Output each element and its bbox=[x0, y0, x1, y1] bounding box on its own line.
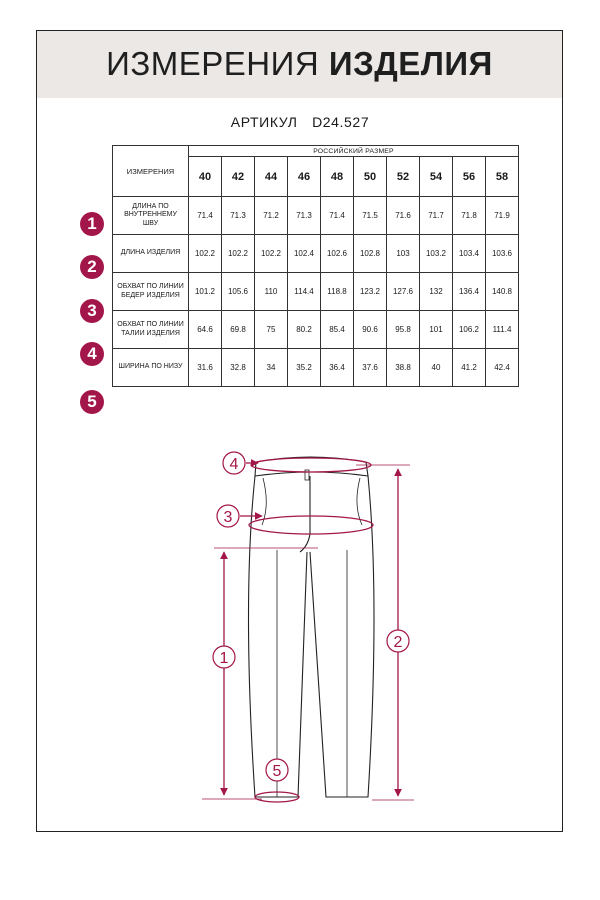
table-cell: 90.6 bbox=[354, 311, 387, 349]
marker-4: 4 bbox=[229, 456, 239, 473]
table-cell: 102.8 bbox=[354, 235, 387, 273]
table-cell: 103.6 bbox=[486, 235, 519, 273]
row-number-badge: 1 bbox=[80, 212, 104, 236]
table-cell: 85.4 bbox=[321, 311, 354, 349]
table-cell: 42.4 bbox=[486, 349, 519, 387]
size-header-cell: 40 bbox=[189, 157, 222, 197]
table-cell: 32.8 bbox=[222, 349, 255, 387]
table-cell: 101 bbox=[420, 311, 453, 349]
left-leg bbox=[249, 476, 308, 797]
table-cell: 101.2 bbox=[189, 273, 222, 311]
table-cell: 136.4 bbox=[453, 273, 486, 311]
waist-ellipse bbox=[251, 458, 371, 472]
right-leg bbox=[310, 476, 374, 797]
table-cell: 102.2 bbox=[255, 235, 288, 273]
table-cell: 71.9 bbox=[486, 197, 519, 235]
table-cell: 37.6 bbox=[354, 349, 387, 387]
size-group-header: РОССИЙСКИЙ РАЗМЕР bbox=[189, 146, 519, 157]
size-header-cell: 48 bbox=[321, 157, 354, 197]
title-light: ИЗМЕРЕНИЯ bbox=[106, 45, 320, 82]
table-cell: 103 bbox=[387, 235, 420, 273]
right-pocket bbox=[357, 478, 362, 525]
size-header-cell: 58 bbox=[486, 157, 519, 197]
size-header-cell: 42 bbox=[222, 157, 255, 197]
table-cell: 34 bbox=[255, 349, 288, 387]
table-cell: 71.3 bbox=[222, 197, 255, 235]
table-cell: 71.5 bbox=[354, 197, 387, 235]
table-cell: 31.6 bbox=[189, 349, 222, 387]
table-cell: 71.2 bbox=[255, 197, 288, 235]
article-label: АРТИКУЛ bbox=[230, 114, 298, 130]
row-number-badge: 3 bbox=[80, 299, 104, 323]
size-header-cell: 54 bbox=[420, 157, 453, 197]
table-cell: 69.8 bbox=[222, 311, 255, 349]
table-cell: 71.4 bbox=[189, 197, 222, 235]
diagram-markers bbox=[213, 452, 409, 781]
table-cell: 71.4 bbox=[321, 197, 354, 235]
table-cell: 36.4 bbox=[321, 349, 354, 387]
table-cell: 71.7 bbox=[420, 197, 453, 235]
table-cell: 75 bbox=[255, 311, 288, 349]
table-cell: 132 bbox=[420, 273, 453, 311]
row-label: ОБХВАТ ПО ЛИНИИ БЕДЕР ИЗДЕЛИЯ bbox=[113, 273, 189, 311]
table-cell: 102.2 bbox=[189, 235, 222, 273]
table-cell: 41.2 bbox=[453, 349, 486, 387]
left-pocket bbox=[262, 478, 266, 525]
row-label: ОБХВАТ ПО ЛИНИИ ТАЛИИ ИЗДЕЛИЯ bbox=[113, 311, 189, 349]
title-bold: ИЗДЕЛИЯ bbox=[328, 45, 493, 82]
table-cell: 71.3 bbox=[288, 197, 321, 235]
table-cell: 123.2 bbox=[354, 273, 387, 311]
row-number-badge: 4 bbox=[80, 342, 104, 366]
table-cell: 111.4 bbox=[486, 311, 519, 349]
table-cell: 102.6 bbox=[321, 235, 354, 273]
size-header-cell: 46 bbox=[288, 157, 321, 197]
table-cell: 35.2 bbox=[288, 349, 321, 387]
marker-1: 1 bbox=[219, 650, 229, 667]
table-cell: 118.8 bbox=[321, 273, 354, 311]
table-cell: 95.8 bbox=[387, 311, 420, 349]
marker-5: 5 bbox=[272, 763, 282, 780]
table-cell: 80.2 bbox=[288, 311, 321, 349]
table-cell: 102.4 bbox=[288, 235, 321, 273]
size-header-cell: 52 bbox=[387, 157, 420, 197]
table-cell: 106.2 bbox=[453, 311, 486, 349]
measure-header: ИЗМЕРЕНИЯ bbox=[113, 146, 189, 197]
row-label: ДЛИНА ПО ВНУТРЕННЕМУ ШВУ bbox=[113, 197, 189, 235]
size-header-cell: 50 bbox=[354, 157, 387, 197]
table-cell: 71.8 bbox=[453, 197, 486, 235]
row-label: ДЛИНА ИЗДЕЛИЯ bbox=[113, 235, 189, 273]
fly bbox=[300, 476, 310, 552]
table-cell: 127.6 bbox=[387, 273, 420, 311]
size-header-cell: 56 bbox=[453, 157, 486, 197]
row-number-badge: 2 bbox=[80, 255, 104, 279]
marker-2: 2 bbox=[393, 634, 403, 651]
table-cell: 103.2 bbox=[420, 235, 453, 273]
table-cell: 102.2 bbox=[222, 235, 255, 273]
article-code: D24.527 bbox=[312, 114, 370, 130]
marker-3: 3 bbox=[223, 509, 233, 526]
table-cell: 38.8 bbox=[387, 349, 420, 387]
table-cell: 105.6 bbox=[222, 273, 255, 311]
table-cell: 71.6 bbox=[387, 197, 420, 235]
table-cell: 110 bbox=[255, 273, 288, 311]
row-number-badge: 5 bbox=[80, 390, 104, 414]
table-cell: 140.8 bbox=[486, 273, 519, 311]
row-label: ШИРИНА ПО НИЗУ bbox=[113, 349, 189, 387]
table-cell: 103.4 bbox=[453, 235, 486, 273]
table-cell: 64.6 bbox=[189, 311, 222, 349]
size-header-cell: 44 bbox=[255, 157, 288, 197]
table-cell: 40 bbox=[420, 349, 453, 387]
pants-outline bbox=[249, 457, 375, 797]
table-cell: 114.4 bbox=[288, 273, 321, 311]
hip-ellipse bbox=[249, 516, 373, 534]
